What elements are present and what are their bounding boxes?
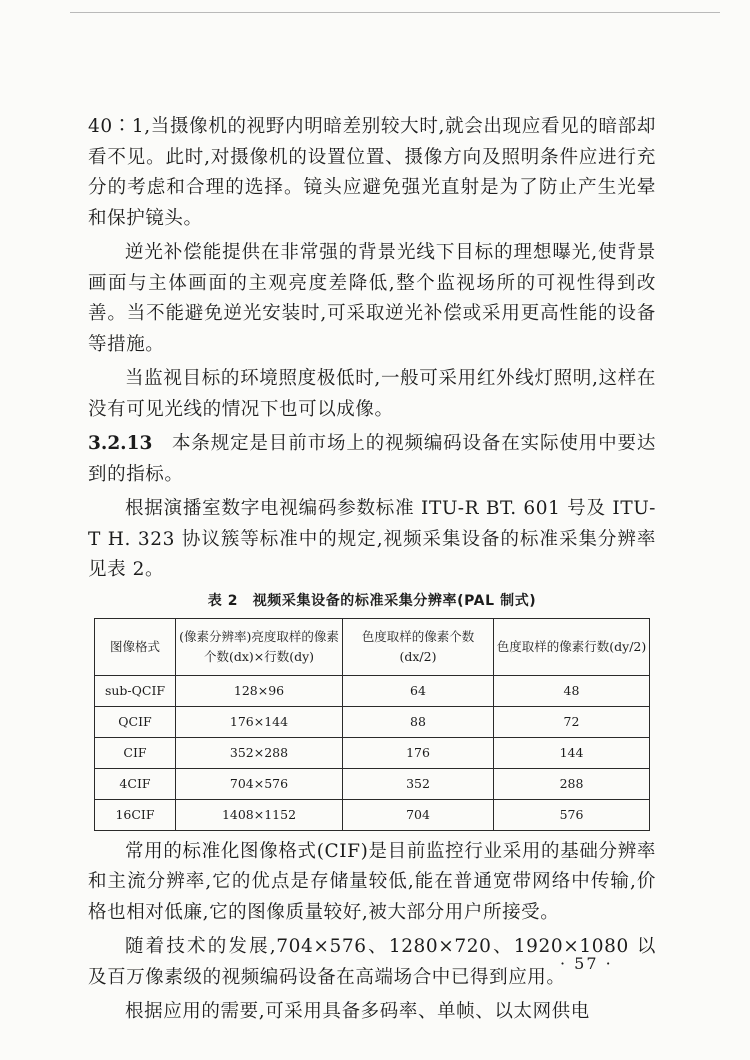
table-row — [95, 706, 650, 737]
table-cell: sub-QCIF — [95, 675, 176, 706]
table-cell: 72 — [494, 706, 650, 737]
table-header-row — [95, 618, 650, 675]
paragraph-1: 40∶1,当摄像机的视野内明暗差别较大时,就会出现应看见的暗部却看不见。此时,对摄像机的设置位置、摄像方向及照明条件应进行充分的考虑和合理的选择。镜头应避免强光直射是为了防止产生光晕和保护镜头。 — [88, 116, 656, 229]
table-cell: 48 — [494, 675, 650, 706]
table-cell: 576 — [494, 799, 650, 830]
page-number: · 57 · — [560, 954, 613, 973]
section-number: 3.2.13 — [88, 433, 153, 454]
table-cell: 352×288 — [176, 737, 343, 768]
table-cell: 704 — [343, 799, 494, 830]
table-cell: 144 — [494, 737, 650, 768]
paragraph-7: 随着技术的发展,704×576、1280×720、1920×1080 以及百万像素级的视频编码设备在高端场合中已得到应用。 — [88, 936, 656, 988]
header-format: 图像格式 — [95, 618, 176, 675]
table-row — [95, 737, 650, 768]
paragraph-8: 根据应用的需要,可采用具备多码率、单帧、以太网供电 — [125, 1001, 590, 1022]
top-rule — [70, 12, 720, 13]
table-cell: 1408×1152 — [176, 799, 343, 830]
table-cell: 288 — [494, 768, 650, 799]
table-cell: 4CIF — [95, 768, 176, 799]
table-caption: 表 2 视频采集设备的标准采集分辨率(PAL 制式) — [207, 592, 537, 609]
table-cell: 128×96 — [176, 675, 343, 706]
resolution-table — [94, 618, 650, 831]
paragraph-2: 逆光补偿能提供在非常强的背景光线下目标的理想曝光,使背景画面与主体画面的主观亮度差降低,整个监视场所的可视性得到改善。当不能避免逆光安装时,可采取逆光补偿或采用更高性能的设备等措施。 — [88, 242, 656, 355]
table-row — [95, 675, 650, 706]
table-cell: 704×576 — [176, 768, 343, 799]
table-row — [95, 799, 650, 830]
section-text: 本条规定是目前市场上的视频编码设备在实际使用中要达到的指标。 — [88, 433, 656, 485]
table-cell: 352 — [343, 768, 494, 799]
table-cell: 16CIF — [95, 799, 176, 830]
paragraph-6: 常用的标准化图像格式(CIF)是目前监控行业采用的基础分辨率和主流分辨率,它的优点是存储量较低,能在普通宽带网络中传输,价格也相对低廉,它的图像质量较好,被大部分用户所接受。 — [88, 840, 656, 923]
paragraph-5: 根据演播室数字电视编码参数标准 ITU-R BT. 601 号及 ITU-T H. 323 协议簇等标准中的规定,视频采集设备的标准采集分辨率见表 2。 — [88, 498, 656, 580]
header-chroma-lines: 色度取样的像素行数(dy/2) — [494, 618, 650, 675]
paragraph-3: 当监视目标的环境照度极低时,一般可采用红外线灯照明,这样在没有可见光线的情况下也可以成像。 — [88, 368, 656, 420]
table-cell: 176×144 — [176, 706, 343, 737]
body-text — [88, 112, 656, 1032]
paragraph-4 — [88, 429, 656, 490]
header-chroma-pixels: 色度取样的像素个数(dx/2) — [343, 618, 494, 675]
table-cell: QCIF — [95, 706, 176, 737]
table-row — [95, 768, 650, 799]
table-cell: 64 — [343, 675, 494, 706]
header-luma: (像素分辨率)亮度取样的像素个数(dx)×行数(dy) — [176, 618, 343, 675]
table-cell: 176 — [343, 737, 494, 768]
table-cell: CIF — [95, 737, 176, 768]
table-cell: 88 — [343, 706, 494, 737]
